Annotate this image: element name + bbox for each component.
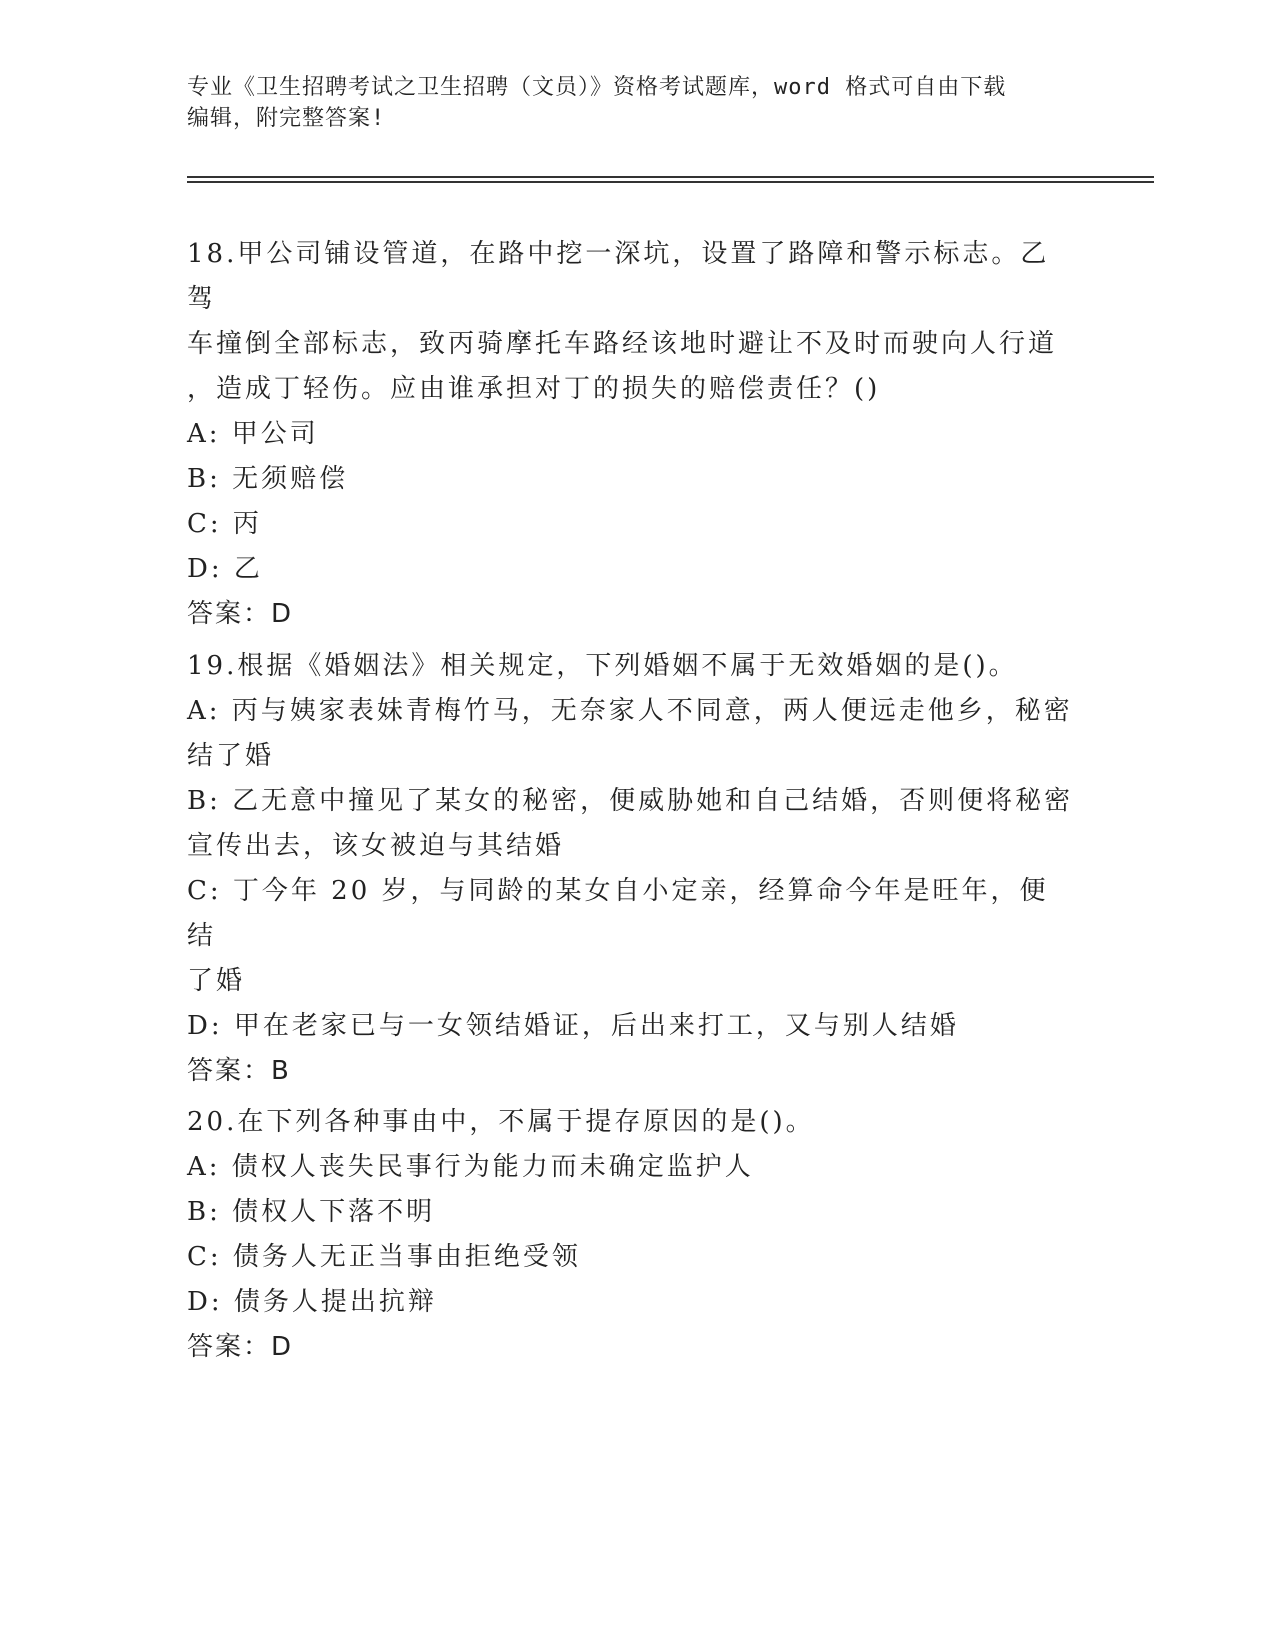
question-19 [187,644,1077,1094]
question-stem: 20.在下列各种事由中，不属于提存原因的是()。 [187,1107,815,1137]
answer: 答案：D [187,1332,294,1362]
question-18 [187,232,1077,637]
question-20 [187,1100,1077,1370]
option-c: C: 债务人无正当事由拒绝受领 [187,1242,581,1272]
option-a: A: 甲公司 [187,419,319,449]
option-d: D: 债务人提出抗辩 [187,1287,437,1317]
question-stem: 车撞倒全部标志，致丙骑摩托车路经该地时避让不及时而驶向人行道 [187,329,1058,359]
header-divider [187,181,1154,183]
option-c: C: 丙 [187,509,262,539]
option-d: D: 甲在老家已与一女领结婚证，后出来打工，又与别人结婚 [187,1011,959,1041]
question-stem: ，造成丁轻伤。应由谁承担对丁的损失的赔偿责任？() [187,374,881,404]
header-divider [187,176,1154,178]
question-stem: 19.根据《婚姻法》相关规定，下列婚姻不属于无效婚姻的是()。 [187,651,1018,681]
answer: 答案：D [187,599,294,629]
option-a: A: 债权人丧失民事行为能力而未确定监护人 [187,1152,754,1182]
option-b: B: 无须赔偿 [187,464,349,494]
document-header [187,72,1067,134]
option-c-continued: 了婚 [187,966,246,996]
option-a-continued: 结了婚 [187,741,275,771]
option-c: C: 丁今年 20 岁，与同龄的某女自小定亲，经算命今年是旺年，便结 [187,876,1049,951]
option-b-continued: 宣传出去，该女被迫与其结婚 [187,831,565,861]
header-line: 专业《卫生招聘考试之卫生招聘（文员）》资格考试题库，word 格式可自由下载 [187,75,1007,100]
answer: 答案：B [187,1056,291,1086]
question-stem: 18.甲公司铺设管道，在路中挖一深坑，设置了路障和警示标志。乙驾 [187,239,1050,314]
option-b: B: 乙无意中撞见了某女的秘密，便威胁她和自己结婚，否则便将秘密 [187,786,1074,816]
option-b: B: 债权人下落不明 [187,1197,436,1227]
option-a: A: 丙与姨家表妹青梅竹马，无奈家人不同意，两人便远走他乡，秘密 [187,696,1073,726]
header-line: 编辑，附完整答案! [187,106,386,131]
option-d: D: 乙 [187,554,263,584]
